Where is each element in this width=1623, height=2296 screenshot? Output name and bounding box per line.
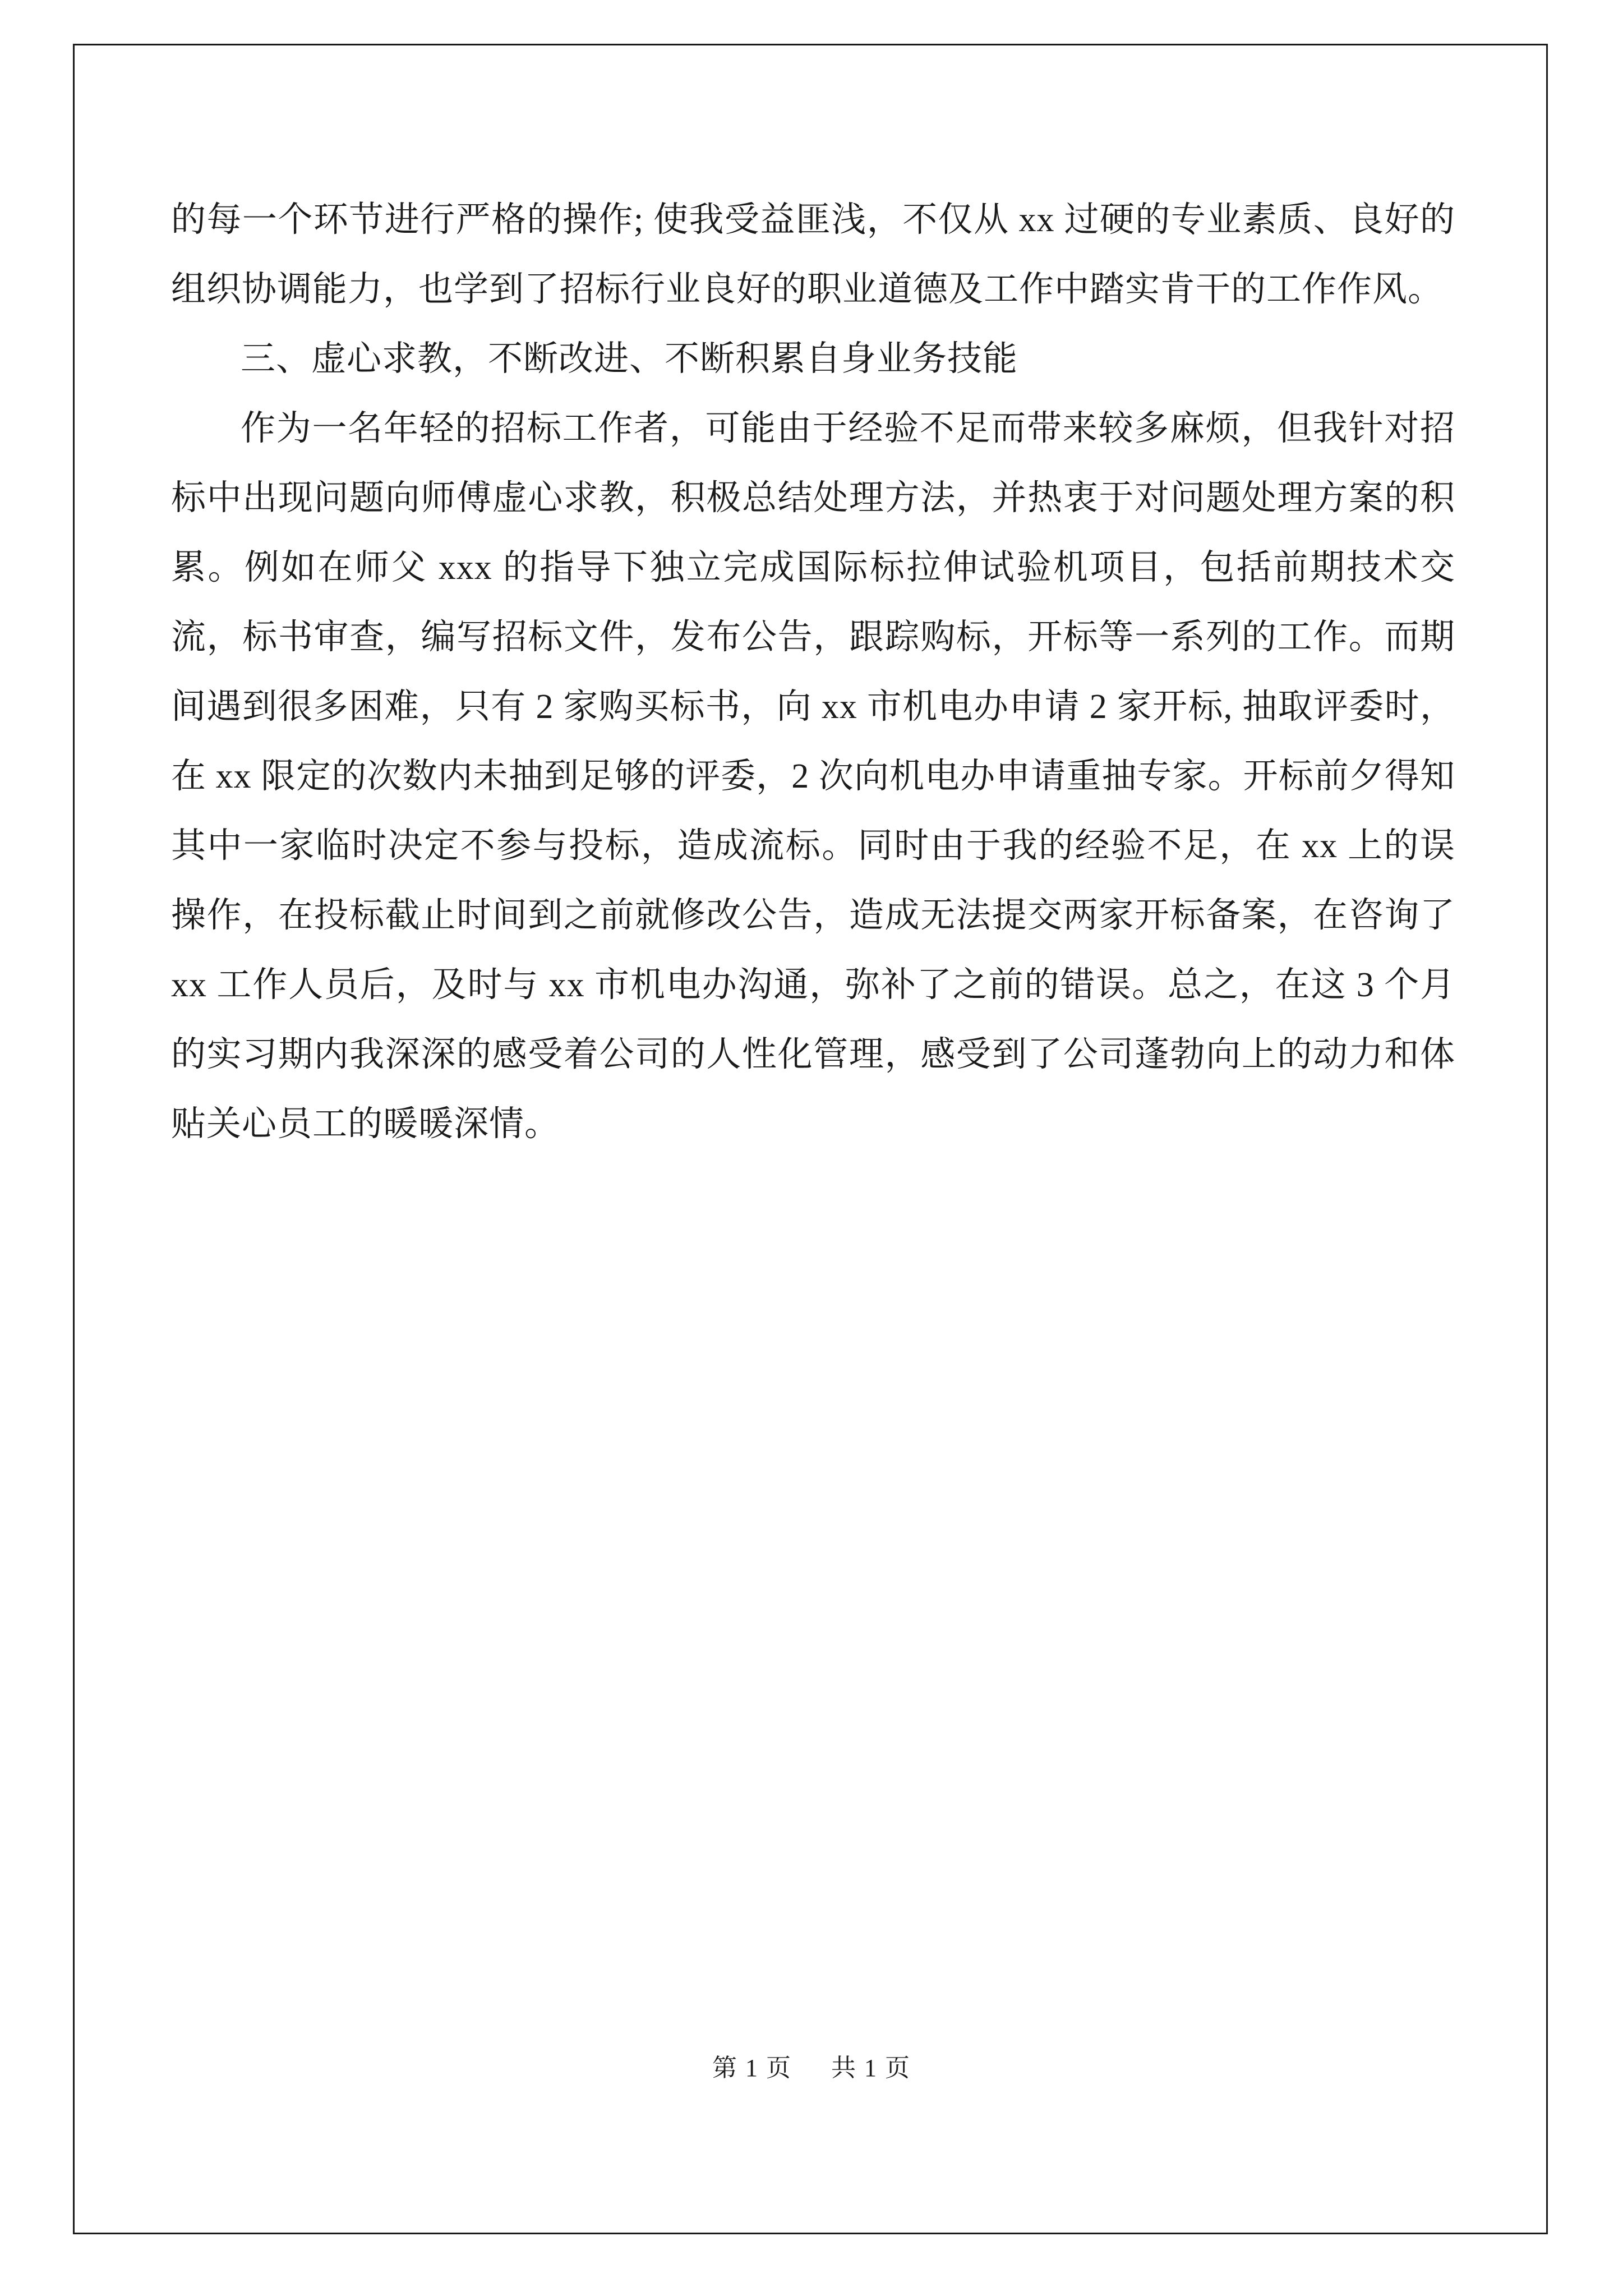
footer-total-pages: 共 1 页: [831, 2054, 911, 2082]
paragraph-3: 作为一名年轻的招标工作者，可能由于经验不足而带来较多麻烦，但我针对招标中出现问题向师傅虚心求教，积极总结处理方法，并热衷于对问题处理方案的积累。例如在师父 xxx 的指导下独立完成国际标拉伸试验机项目，包括前期技术交流，标书审查，编写招标文件，发布公告，跟踪购标，开标等一系列的工作。而期间遇到很多困难，只有 2 家购买标书，向 xx 市机电办申请 2 家开标, 抽取评委时，在 xx 限定的次数内未抽到足够的评委，2 次向机电办申请重抽专家。开标前夕得知其中一家临时决定不参与投标，造成流标。同时由于我的经验不足，在 xx 上的误操作，在投标截止时间到之前就修改公告，造成无法提交两家开标备案，在咨询了 xx 工作人员后，及时与 xx 市机电办沟通，弥补了之前的错误。总之，在这 3 个月的实习期内我深深的感受着公司的人性化管理，感受到了公司蓬勃向上的动力和体贴关心员工的暖暖深情。: [171, 409, 1465, 1143]
paragraph-2-heading: 三、虚心求教，不断改进、不断积累自身业务技能: [241, 340, 1018, 378]
footer-current-page: 第 1 页: [712, 2054, 792, 2082]
document-body: [171, 185, 1465, 1159]
paragraph-1: 的每一个环节进行严格的操作; 使我受益匪浅，不仅从 xx 过硬的专业素质、良好的组织协调能力，也学到了招标行业良好的职业道德及工作中踏实肯干的工作作风。: [171, 201, 1455, 309]
page-footer: [0, 2047, 1623, 2083]
